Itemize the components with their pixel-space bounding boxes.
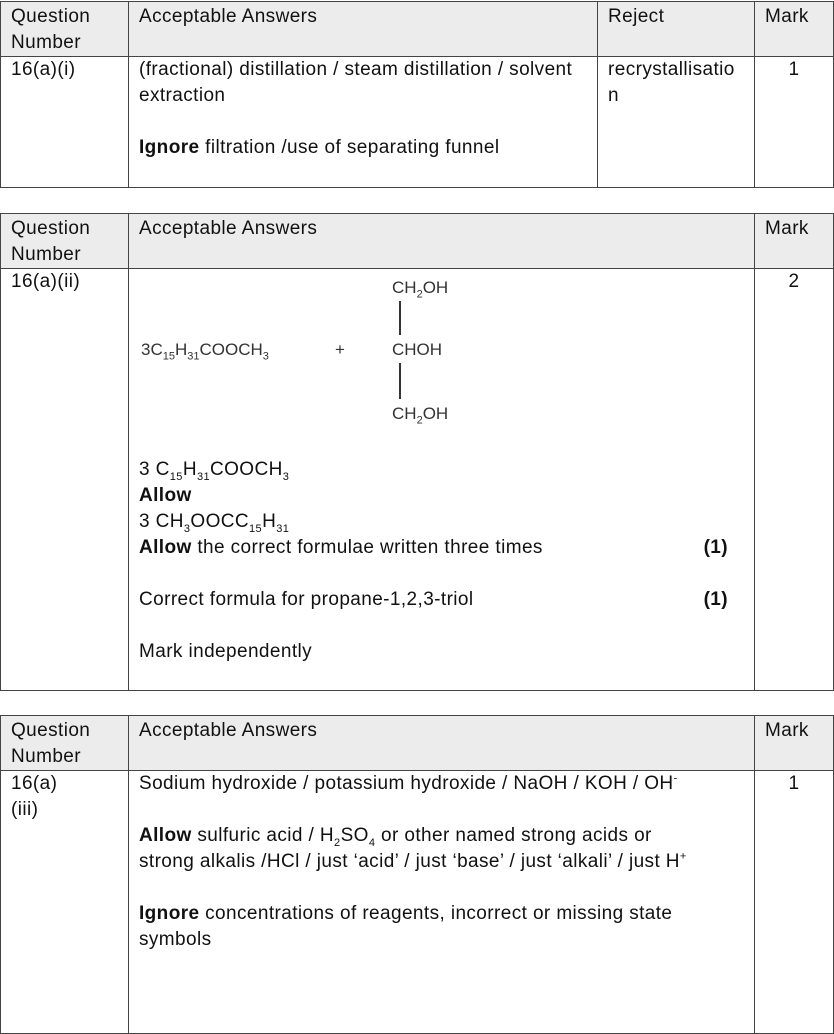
mark-value: 2 <box>755 269 834 691</box>
header-question-number: Question Number <box>1 716 129 771</box>
markscheme-table-16a-i <box>0 1 834 188</box>
mark-value: 1 <box>755 57 834 188</box>
formula-line-alt: 3 $CH_3OOCC_{15}H_{31}$ <box>139 511 290 535</box>
reject-cell: recrystallisation <box>598 57 755 188</box>
answer-text: (fractional) distillation / steam distillation / solvent extraction <box>139 59 573 106</box>
mark-independently-note: Mark independently <box>139 641 313 662</box>
bond-line <box>399 363 401 399</box>
header-reject: Reject <box>598 2 755 57</box>
header-mark: Mark <box>755 716 834 771</box>
propanetriol-note: Correct formula for propane-1,2,3-triol (1) <box>139 587 744 613</box>
acceptable-answers-cell <box>129 771 755 1034</box>
glycerol-middle: CHOH <box>392 340 443 359</box>
plus-sign: + <box>335 340 345 359</box>
header-mark: Mark <box>755 2 834 57</box>
header-acceptable-answers: Acceptable Answers <box>129 716 755 771</box>
reaction-equation-image <box>129 269 744 437</box>
markscheme-table-16a-ii <box>0 213 834 691</box>
point-marker: (1) <box>703 589 728 610</box>
question-number: 16(a)(i) <box>1 57 129 188</box>
header-acceptable-answers: Acceptable Answers <box>129 2 598 57</box>
question-number: 16(a)(iii) <box>1 771 129 1034</box>
header-mark: Mark <box>755 214 834 269</box>
point-marker: (1) <box>703 537 728 558</box>
glycerol-bottom: $CH_2OH$ <box>392 404 449 427</box>
question-number: 16(a)(ii) <box>1 269 129 691</box>
mark-value: 1 <box>755 771 834 1034</box>
header-question-number: Question Number <box>1 2 129 57</box>
allow-note: Allow the correct formulae written three times (1) <box>139 535 744 561</box>
markscheme-table-16a-iii <box>0 715 834 1034</box>
allow-label: Allow <box>139 485 192 506</box>
answer-text: Sodium hydroxide / potassium hydroxide / NaOH / KOH / OH- <box>139 772 678 794</box>
header-acceptable-answers: Acceptable Answers <box>129 214 755 269</box>
formula-line: 3 $C_{15}H_{31}COOCH_3$ <box>139 459 290 483</box>
acceptable-answers-cell <box>129 57 598 188</box>
bond-line <box>399 301 401 335</box>
reactant-formula: $3C_{15}H_{31}COOCH_3$ <box>141 340 269 363</box>
acceptable-answers-cell <box>129 269 755 691</box>
ignore-note: Ignore concentrations of reagents, incorrect or missing state symbols <box>139 903 673 950</box>
allow-note: Allow sulfuric acid / $H_2SO_4$ or other named strong acids or strong alkalis /HCl / just ‘acid’ / just ‘base’ / just ‘alkali’ / just H+ <box>139 825 687 872</box>
ignore-note: Ignore filtration /use of separating funnel <box>139 137 500 158</box>
header-question-number: Question Number <box>1 214 129 269</box>
glycerol-top: $CH_2OH$ <box>392 278 449 301</box>
